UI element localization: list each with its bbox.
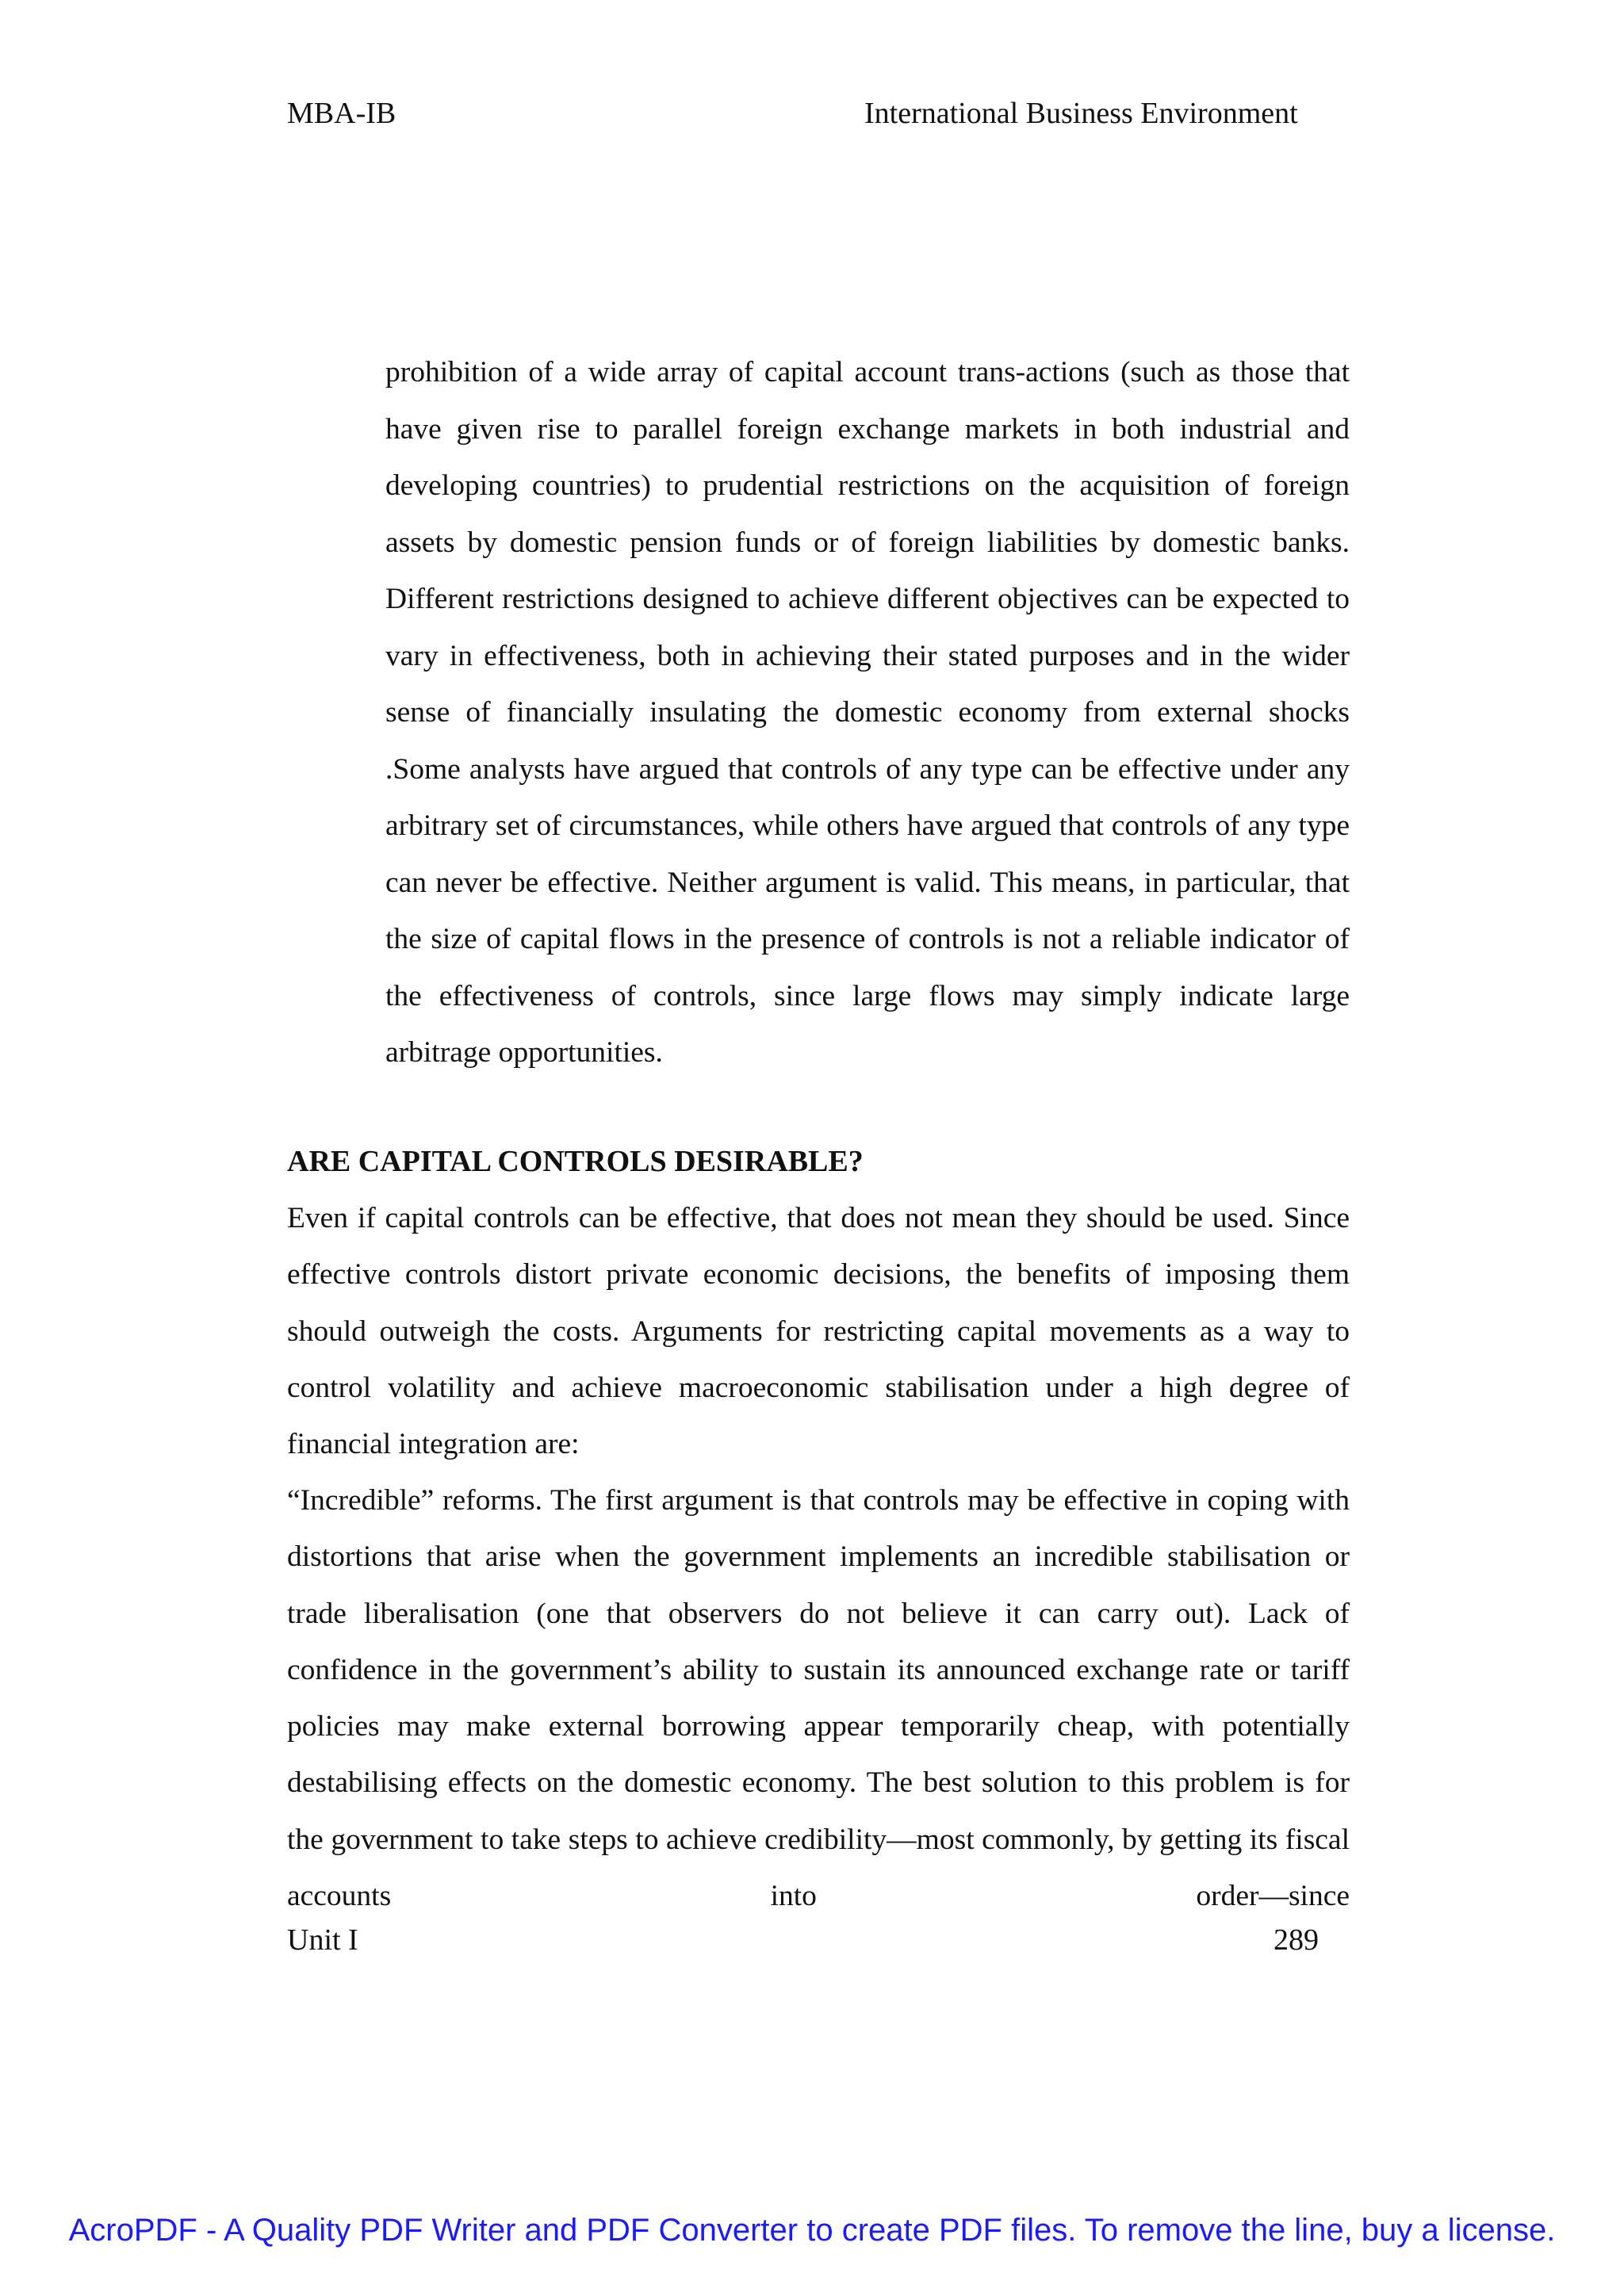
running-header-left: MBA-IB [287,97,396,130]
footer-unit-label: Unit I [287,1923,358,1957]
page-number: 289 [1274,1923,1319,1957]
body-paragraph-2: Even if capital controls can be effective, that does not mean they should be used. Since effective controls distort private economic decisions, the benefits of imposing them should outweigh the costs. Arguments for restricting capital movements as a way to control volatility and achieve macroeconomic stabilisation under a high degree of financial integration are: [287,1202,1350,1461]
body-paragraph-3: “Incredible” reforms. The first argument is that controls may be effective in coping with distortions that arise when the government implements an incredible stabilisation or trade liberalisation (one that observers do not believe it can carry out). Lack of confidence in the government’s ability to sustain its announced exchange rate or tariff policies may make external borrowing appear temporarily cheap, with potentially destabilising effects on the domestic economy. The best solution to this problem is for the government to take steps to achieve credibility—most commonly, by getting its fiscal accounts into order—since [287,1484,1350,1913]
running-header-right: International Business Environment [864,97,1298,130]
acropdf-watermark-line: AcroPDF - A Quality PDF Writer and PDF Converter to create PDF files. To remove the line, buy a license. [68,2213,1556,2248]
section-heading: ARE CAPITAL CONTROLS DESIRABLE? [287,1145,864,1178]
indented-paragraph: prohibition of a wide array of capital account trans-actions (such as those that have given rise to parallel foreign exchange markets in both industrial and developing countries) to prudential restrictions on the acquisition of foreign assets by domestic pension funds or of foreign liabilities by domestic banks. Different restrictions designed to achieve different objectives can be expected to vary in effectiveness, both in achieving their stated purposes and in the wider sense of financially insulating the domestic economy from external shocks .Some analysts have argued that controls of any type can be effective under any arbitrary set of circumstances, while others have argued that controls of any type can never be effective. Neither argument is valid. This means, in particular, that the size of capital flows in the presence of controls is not a reliable indicator of the effectiveness of controls, since large flows may simply indicate large arbitrage opportunities. [385,356,1350,1069]
